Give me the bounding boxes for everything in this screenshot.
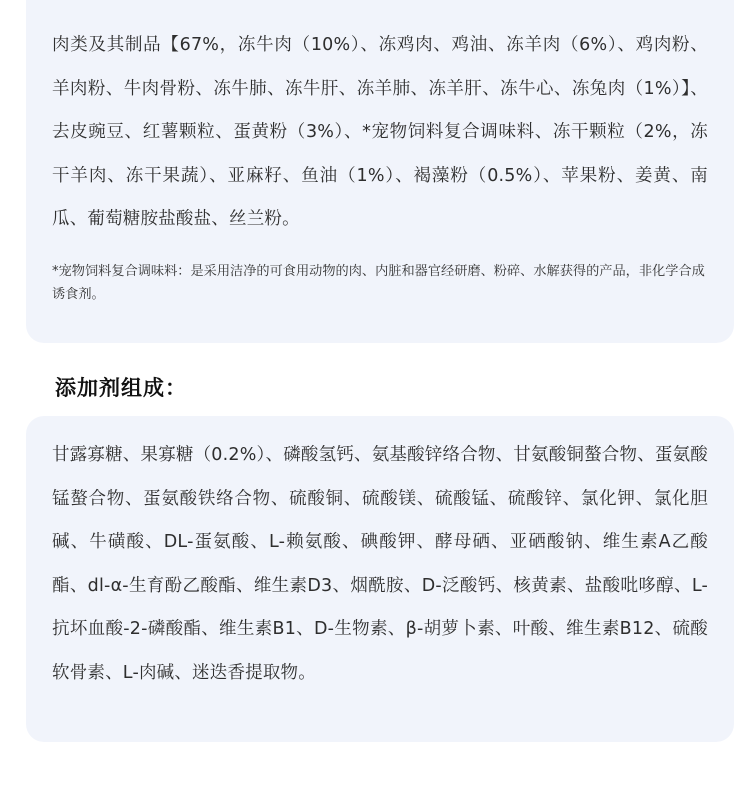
additives-text: 甘露寡糖、果寡糖（0.2%）、磷酸氢钙、氨基酸锌络合物、甘氨酸铜螯合物、蛋氨酸锰螯合物、蛋氨酸铁络合物、硫酸铜、硫酸镁、硫酸锰、硫酸锌、氯化钾、氯化胆碱、牛磺酸、DL-蛋氨酸、L-赖氨酸、碘酸钾、酵母硒、亚硒酸钠、维生素A乙酸酯、dl-α-生育酚乙酸酯、维生素D3、烟酰胺、D-泛酸钙、核黄素、盐酸吡哆醇、L-抗坏血酸-2-磷酸酯、维生素B1、D-生物素、β-胡萝卜素、叶酸、维生素B12、硫酸软骨素、L-肉碱、迷迭香提取物。 [52,445,709,683]
additives-card [26,416,734,742]
ingredients-text: 肉类及其制品【67%，冻牛肉（10%）、冻鸡肉、鸡油、冻羊肉（6%）、鸡肉粉、羊肉粉、牛肉骨粉、冻牛肺、冻牛肝、冻羊肺、冻羊肝、冻牛心、冻兔肉（1%）】、去皮豌豆、红薯颗粒、蛋黄粉（3%）、*宠物饲料复合调味料、冻干颗粒（2%，冻干羊肉、冻干果蔬）、亚麻籽、鱼油（1%）、褐藻粉（0.5%）、苹果粉、姜黄、南瓜、葡萄糖胺盐酸盐、丝兰粉。 [52,35,708,229]
ingredients-card [26,0,734,343]
ingredients-footnote: *宠物饲料复合调味料：是采用洁净的可食用动物的肉、内脏和器官经研磨、粉碎、水解获得的产品，非化学合成诱食剂。 [52,263,705,302]
additives-title: 添加剂组成： [55,376,187,400]
